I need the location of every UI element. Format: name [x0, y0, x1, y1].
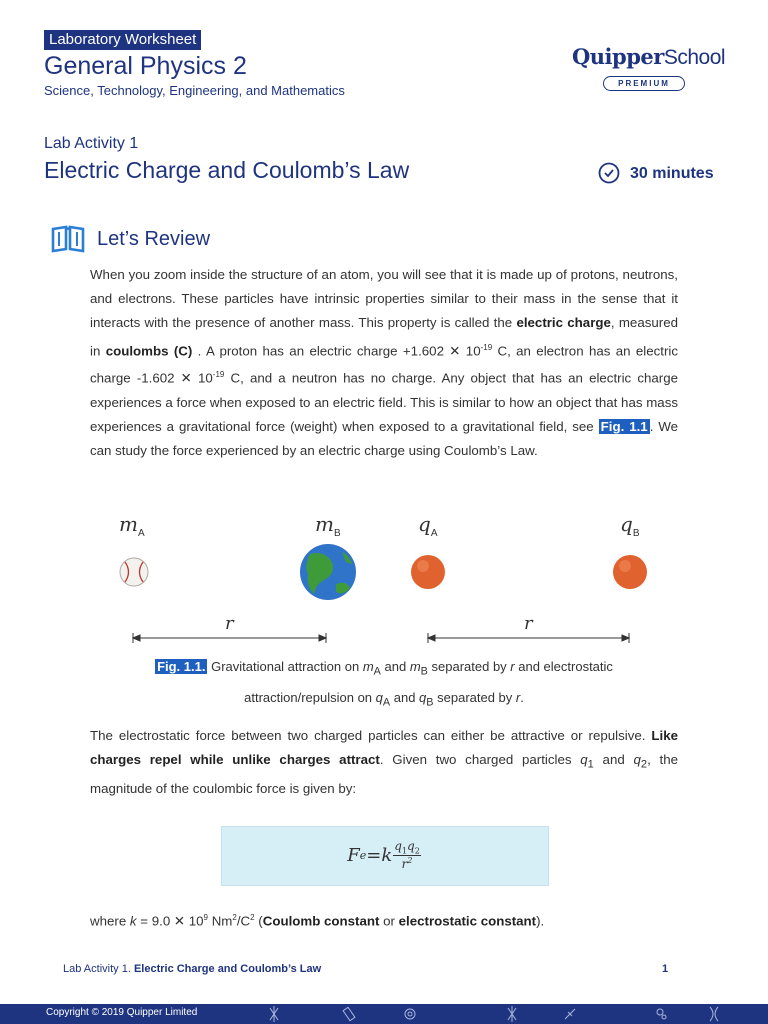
figure-caption: Fig. 1.1. Gravitational attraction on $m_A$ and $m_B$ separated by r and electrostatic attraction/repulsion on $q_A$ and $q_B$ separated by r.: [157, 659, 613, 709]
distance-arrow-right: [428, 633, 629, 643]
quipper-logo: QuipperSchool: [572, 44, 726, 69]
constant-paragraph: where k = 9.0 ✕ $10^9$ $Nm^2/C^2$ (Coulomb constant or electrostatic constant).: [90, 913, 545, 929]
decorative-science-icons: [260, 1004, 730, 1024]
coulomb-formula: F e = k $\frac{q_1q_2}{r^2}$: [347, 838, 420, 872]
coulomb-figure: [110, 540, 660, 650]
intro-paragraph: When you zoom inside the structure of an atom, you will see that it is made up of protons, neutrons, and electrons. These particles have intrinsic properties similar to their mass in the sense that it interacts with the presence of another mass. This property is called the electric charge, measured in coulombs (C) . A proton has an electric charge +1.602 ✕ $10^{-19}$ C, an electron has an electric charge -1.602 ✕ $10^{-19}$ C, and a neutron has no charge. Any object that has an electric charge experiences a force when exposed to an electric field. This is similar to how an object that has mass experiences a gravitational force (weight) when exposed to a gravitational field, see Fig. 1.1 . We can study the force experienced by an electric charge using Coulomb’s Law.: [90, 267, 679, 459]
copyright: Copyright © 2019 Quipper Limited: [46, 1007, 198, 1018]
figure-link[interactable]: Fig. 1.1: [600, 419, 648, 435]
footer-activity: Lab Activity 1. Electric Charge and Coulomb’s Law: [63, 963, 322, 975]
lab-activity-label: Lab Activity 1: [44, 135, 139, 152]
label-qa: $q_A$: [418, 512, 438, 539]
label-ma: $m_A$: [119, 512, 145, 539]
duration: 30 minutes: [630, 165, 714, 182]
earth-icon: [300, 544, 356, 600]
premium-badge: PREMIUM: [603, 76, 685, 91]
lab-activity-title: Electric Charge and Coulomb’s Law: [44, 157, 410, 183]
worksheet-tag: Laboratory Worksheet: [44, 30, 201, 50]
distance-label-left: r: [225, 613, 234, 634]
clock-icon: [598, 162, 620, 184]
charge-a-icon: [411, 555, 445, 589]
distance-arrow-left: [133, 633, 326, 643]
book-icon: [50, 224, 86, 254]
charge-b-icon: [613, 555, 647, 589]
charges-paragraph: The electrostatic force between two charged particles can either be attractive or repulsive. Like charges repel while unlike charges attract. Given two charged particles $q_1$ and $q_2$, the magnitude of the coulombic force is given by:: [90, 728, 679, 797]
section-title: Let’s Review: [97, 228, 211, 250]
distance-label-right: r: [524, 613, 533, 634]
stem-subtitle: Science, Technology, Engineering, and Mathematics: [44, 83, 345, 98]
label-qb: $q_B$: [620, 512, 640, 539]
label-mb: $m_B$: [315, 512, 341, 539]
page-number: 1: [662, 963, 669, 975]
baseball-icon: [120, 558, 148, 586]
subject-title: General Physics 2: [44, 52, 247, 80]
